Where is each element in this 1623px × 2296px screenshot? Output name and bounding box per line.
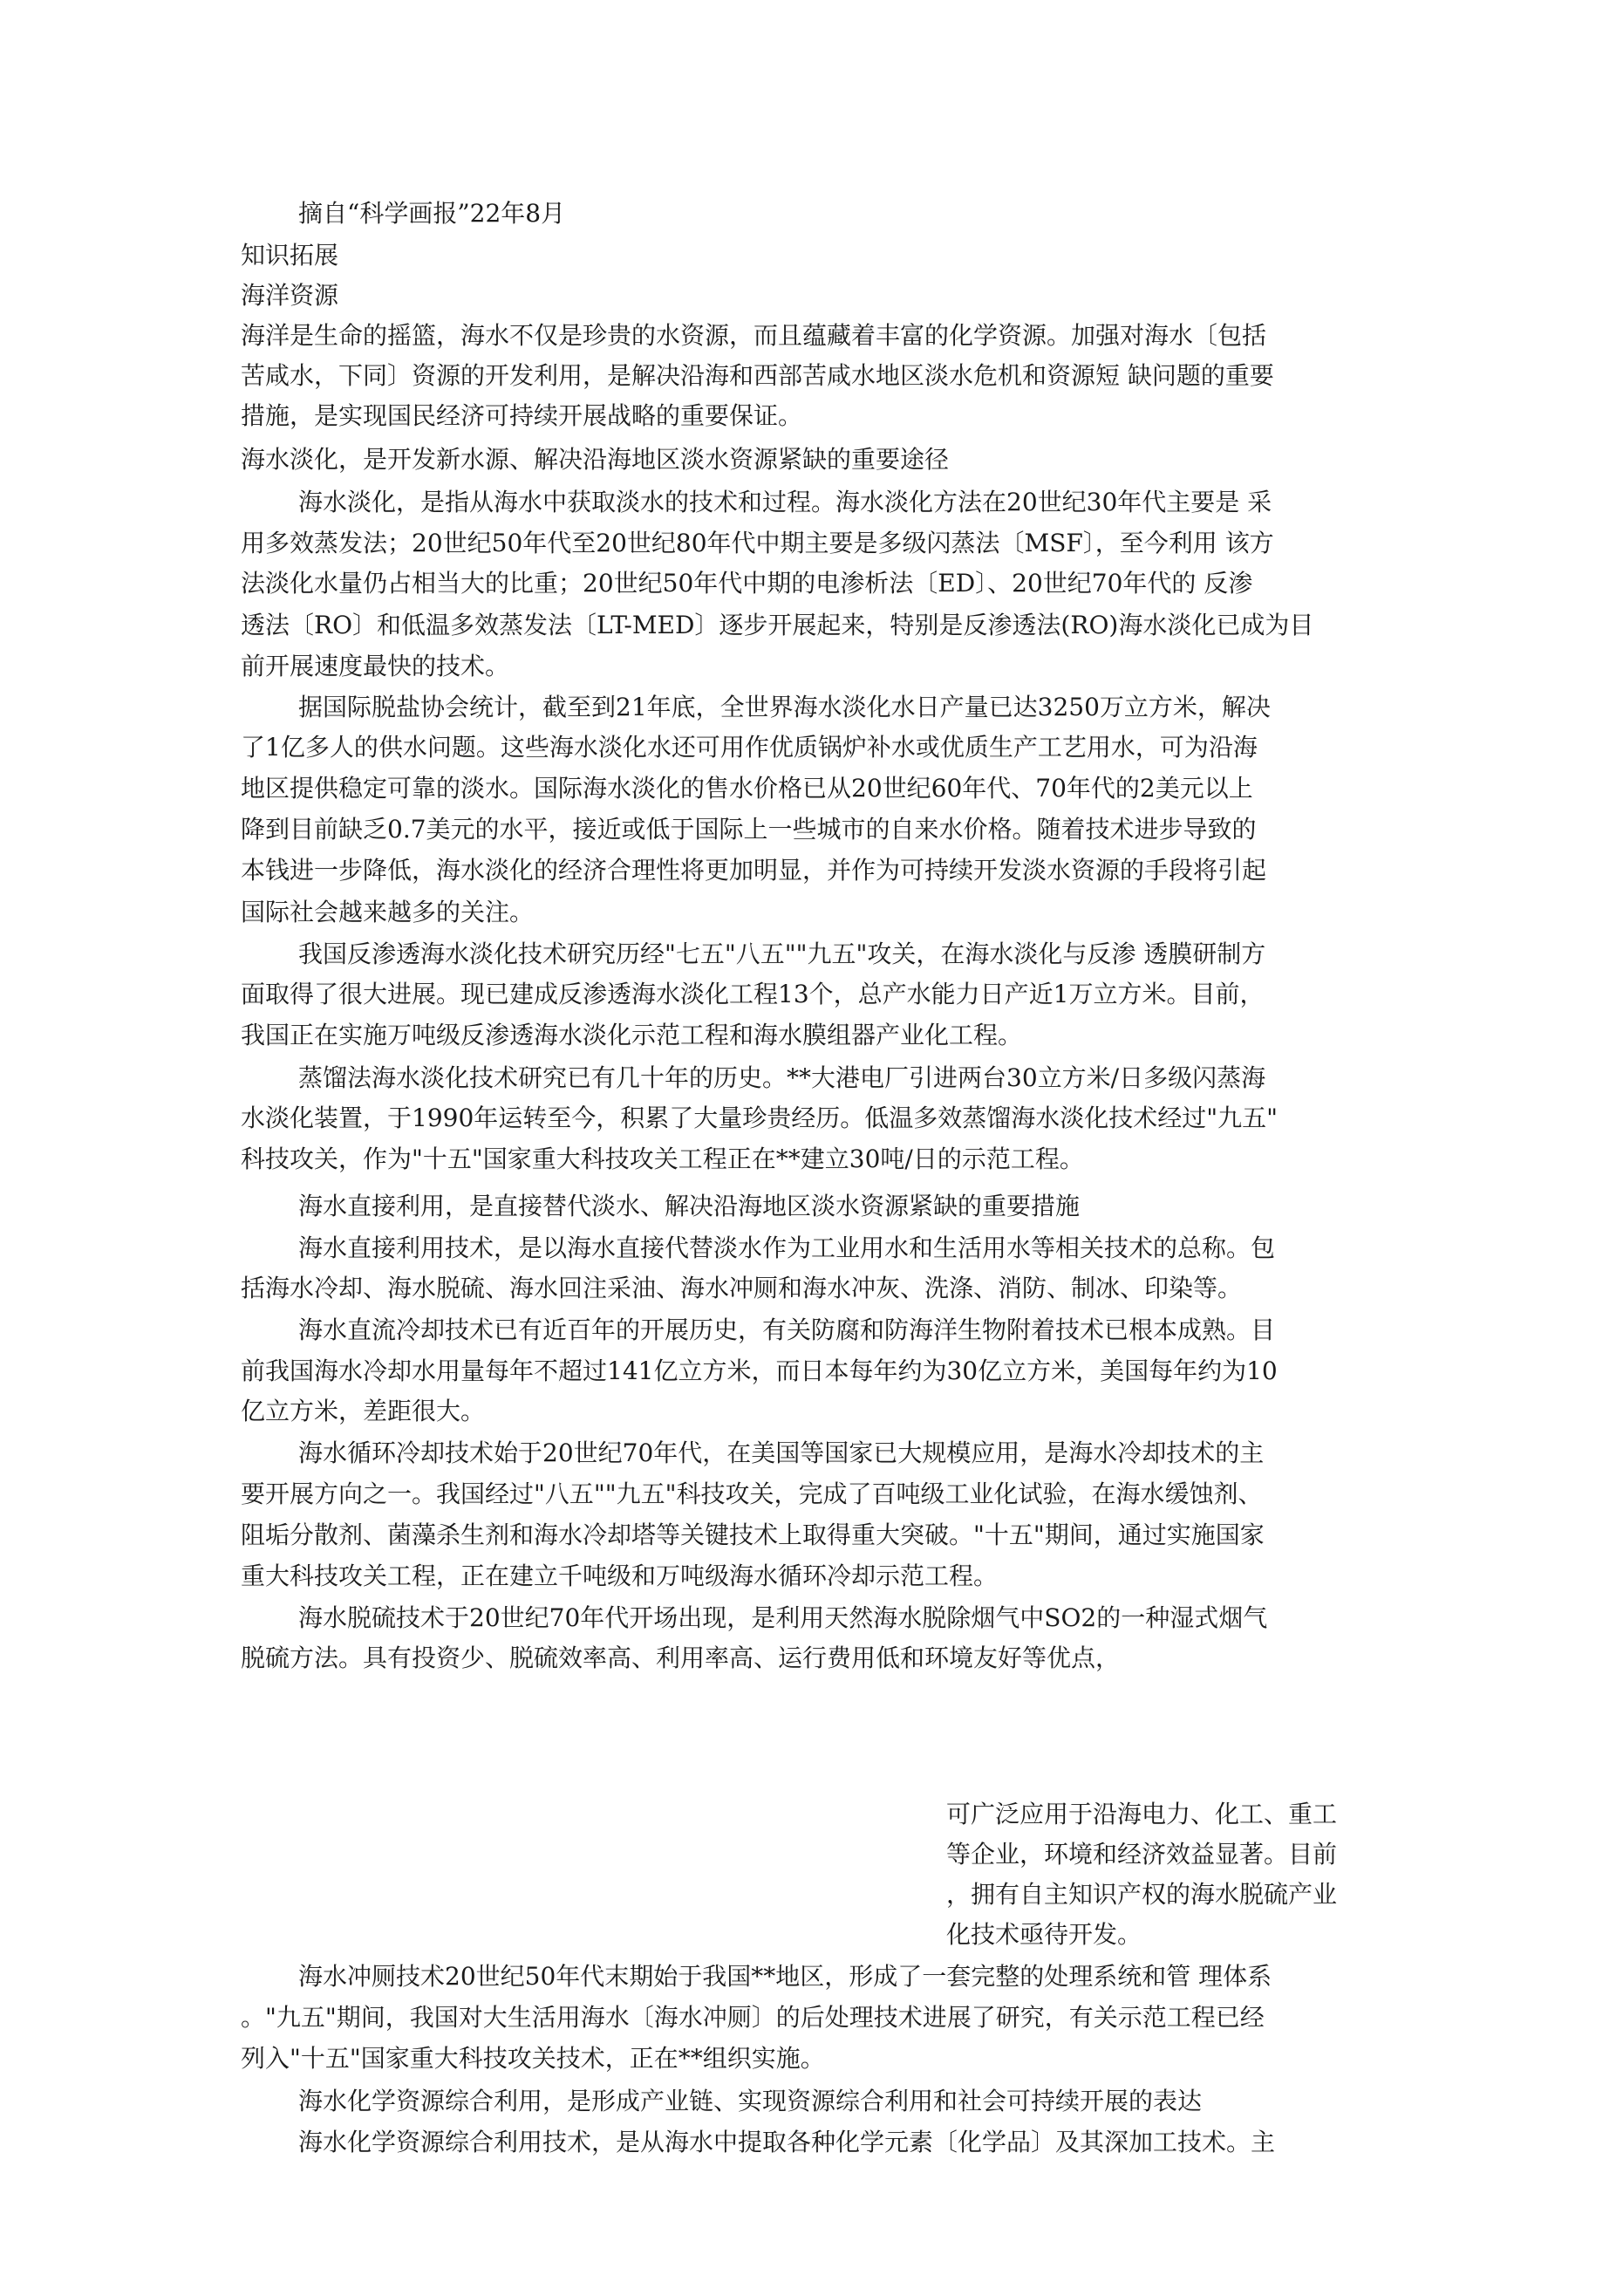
- text-line: 海水脱硫技术于20世纪70年代开场出现，是利用天然海水脱除烟气中SO2的一种湿式烟气: [298, 1603, 1268, 1632]
- text-line: 海水化学资源综合利用技术，是从海水中提取各种化学元素〔化学品〕及其深加工技术。主: [298, 2128, 1276, 2156]
- text-line: 水淡化装置，于1990年运转至今，积累了大量珍贵经历。低温多效蒸馏海水淡化技术经过"九五": [241, 1104, 1279, 1132]
- text-line: 要开展方向之一。我国经过"八五""九五"科技攻关，完成了百吨级工业化试验，在海水缓蚀剂、: [241, 1479, 1263, 1508]
- side-text-line: 等企业，环境和经济效益显著。目前: [946, 1840, 1338, 1869]
- text-line: 海水淡化，是指从海水中获取淡水的技术和过程。海水淡化方法在20世纪30年代主要是 采: [298, 488, 1272, 516]
- text-line: 阻垢分散剂、菌藻杀生剂和海水冷却塔等关键技术上取得重大突破。"十五"期间，通过实施国家: [241, 1520, 1265, 1549]
- text-line: 了1亿多人的供水问题。这些海水淡化水还可用作优质锅炉补水或优质生产工艺用水，可为沿海: [241, 733, 1258, 762]
- text-line: 法淡化水量仍占相当大的比重；20世纪50年代中期的电渗析法〔ED〕、20世纪70年代的 反渗: [241, 569, 1253, 598]
- section-label: 知识拓展: [241, 241, 339, 270]
- subheading: 海水淡化，是开发新水源、解决沿海地区淡水资源紧缺的重要途径: [241, 445, 950, 474]
- text-line: 重大科技攻关工程，正在建立千吨级和万吨级海水循环冷却示范工程。: [241, 1561, 999, 1590]
- text-line: 用多效蒸发法；20世纪50年代至20世纪80年代中期主要是多级闪蒸法〔MSF〕，至今利用 该方: [241, 529, 1274, 557]
- text-line: 海水冲厕技术20世纪50年代末期始于我国**地区，形成了一套完整的处理系统和管 理体系: [298, 1962, 1272, 1991]
- subheading: 海水直接利用，是直接替代淡水、解决沿海地区淡水资源紧缺的重要措施: [298, 1192, 1081, 1220]
- text-line: 蒸馏法海水淡化技术研究已有几十年的历史。**大港电厂引进两台30立方米/日多级闪蒸海: [298, 1063, 1266, 1092]
- text-line: 透法〔RO〕和低温多效蒸发法〔LT-MED〕逐步开展起来，特别是反渗透法(RO)海水淡化已成为目: [241, 611, 1314, 639]
- subheading: 海水化学资源综合利用，是形成产业链、实现资源综合利用和社会可持续开展的表达: [298, 2087, 1203, 2115]
- text-line: 国际社会越来越多的关注。: [241, 898, 535, 926]
- text-line: 我国正在实施万吨级反渗透海水淡化示范工程和海水膜组器产业化工程。: [241, 1021, 1023, 1049]
- text-line: 措施，是实现国民经济可持续开展战略的重要保证。: [241, 401, 803, 430]
- text-line: 海水直流冷却技术已有近百年的开展历史，有关防腐和防海洋生物附着技术已根本成熟。目: [298, 1315, 1276, 1344]
- text-line: 海水循环冷却技术始于20世纪70年代，在美国等国家已大规模应用，是海水冷却技术的主: [298, 1438, 1265, 1467]
- text-line: 地区提供稳定可靠的淡水。国际海水淡化的售水价格已从20世纪60年代、70年代的2美元以上: [241, 774, 1253, 803]
- text-line: 前开展速度最快的技术。: [241, 652, 510, 680]
- side-text-line: 化技术亟待开发。: [946, 1920, 1142, 1949]
- text-line: 降到目前缺乏0.7美元的水平，接近或低于国际上一些城市的自来水价格。随着技术进步导致的: [241, 815, 1257, 844]
- text-line: 亿立方米，差距很大。: [241, 1397, 486, 1425]
- text-line: 海水直接利用技术，是以海水直接代替淡水作为工业用水和生活用水等相关技术的总称。包: [298, 1233, 1276, 1262]
- text-line: 面取得了很大进展。现已建成反渗透海水淡化工程13个，总产水能力日产近1万立方米。目前，: [241, 980, 1265, 1008]
- text-line: 列入"十五"国家重大科技攻关技术，正在**组织实施。: [241, 2044, 825, 2073]
- text-line: 前我国海水冷却水用量每年不超过141亿立方米，而日本每年约为30亿立方米，美国每年约为10: [241, 1356, 1278, 1385]
- text-line: 我国反渗透海水淡化技术研究历经"七五"八五""九五"攻关，在海水淡化与反渗 透膜研制方: [298, 940, 1266, 968]
- text-line: 。"九五"期间，我国对大生活用海水〔海水冲厕〕的后处理技术进展了研究，有关示范工程已经: [241, 2003, 1265, 2032]
- text-line: 脱硫方法。具有投资少、脱硫效率高、利用率高、运行费用低和环境友好等优点，: [241, 1643, 1121, 1672]
- text-line: 科技攻关，作为"十五"国家重大科技攻关工程正在**建立30吨/日的示范工程。: [241, 1145, 1084, 1173]
- text-line: 本钱进一步降低，海水淡化的经济合理性将更加明显，并作为可持续开发淡水资源的手段将引起: [241, 856, 1267, 885]
- section-title: 海洋资源: [241, 281, 339, 310]
- text-line: 苦咸水，下同〕资源的开发利用，是解决沿海和西部苦咸水地区淡水危机和资源短 缺问题的重要: [241, 361, 1274, 390]
- text-line: 海洋是生命的摇篮，海水不仅是珍贵的水资源，而且蕴藏着丰富的化学资源。加强对海水〔包括: [241, 321, 1267, 350]
- source-note: 摘自“科学画报”22年8月: [298, 199, 566, 228]
- side-text-line: ，拥有自主知识产权的海水脱硫产业: [946, 1880, 1338, 1909]
- text-line: 据国际脱盐协会统计，截至到21年底，全世界海水淡化水日产量已达3250万立方米，解决: [298, 693, 1271, 721]
- text-line: 括海水冷却、海水脱硫、海水回注采油、海水冲厕和海水冲灰、洗涤、消防、制冰、印染等。: [241, 1274, 1243, 1302]
- side-text-line: 可广泛应用于沿海电力、化工、重工: [946, 1800, 1338, 1828]
